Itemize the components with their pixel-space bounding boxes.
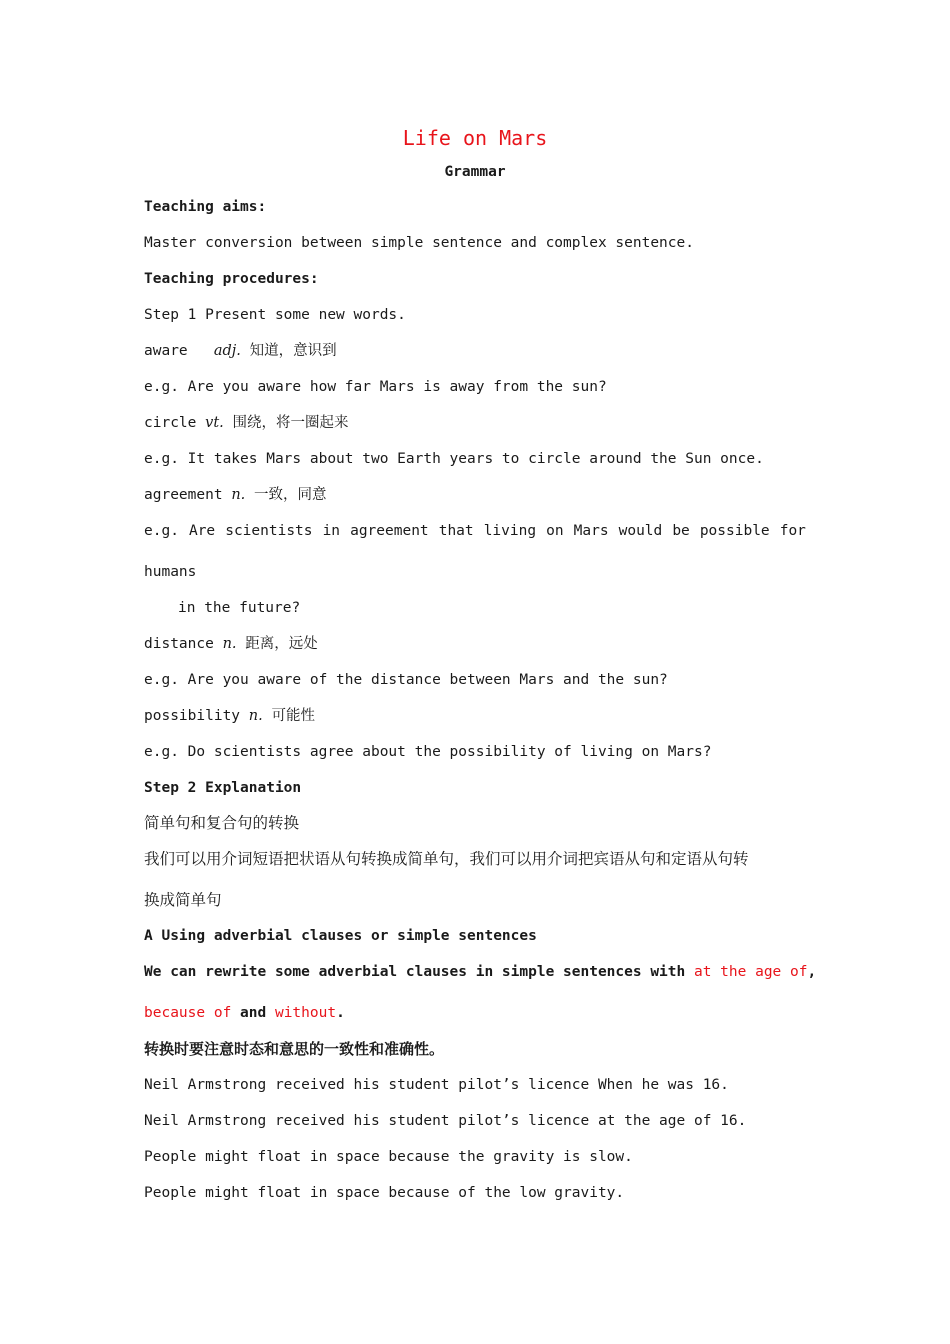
vocab-meaning: 知道，意识到 — [249, 343, 337, 359]
rule-highlight: at the age of — [693, 964, 808, 980]
zh-paragraph-line1: 我们可以用介词短语把状语从句转换成简单句，我们可以用介词把宾语从句和定语从句转 — [144, 850, 749, 868]
example-word: would — [618, 523, 663, 539]
vocab-example-continued: in the future? — [178, 600, 301, 616]
vocab-meaning: 距离，远处 — [245, 636, 318, 652]
section-a-heading: A Using adverbial clauses or simple sentences — [144, 928, 537, 944]
vocab-example: e.g. Are you aware how far Mars is away from the sun? — [144, 379, 607, 395]
vocab-entry — [144, 485, 327, 505]
example-sentence: Neil Armstrong received his student pilot’s licence at the age of 16. — [144, 1113, 747, 1129]
example-word: on — [546, 523, 564, 539]
rule-line1 — [144, 962, 816, 982]
procedures-heading: Teaching procedures: — [144, 271, 319, 287]
rule-highlight: without — [274, 1005, 337, 1021]
vocab-pos: n. — [248, 708, 263, 724]
example-word: Are — [188, 523, 216, 539]
example-sentence: People might float in space because of the low gravity. — [144, 1185, 625, 1201]
rule-punct: , — [807, 964, 817, 980]
example-word: possible — [699, 523, 770, 539]
vocab-pos: n. — [231, 487, 246, 503]
example-word: Mars — [573, 523, 609, 539]
aims-heading: Teaching aims: — [144, 199, 267, 215]
example-sentence: People might float in space because the gravity is slow. — [144, 1149, 633, 1165]
vocab-word: circle — [144, 415, 197, 431]
vocab-example-justified — [144, 521, 806, 541]
vocab-example: e.g. It takes Mars about two Earth years to circle around the Sun once. — [144, 451, 764, 467]
page-subtitle: Grammar — [444, 164, 506, 180]
vocab-example-continued: humans — [144, 564, 197, 580]
vocab-word: distance — [144, 636, 214, 652]
rule-text: and — [231, 1005, 275, 1021]
zh-heading: 简单句和复合句的转换 — [144, 814, 300, 832]
vocab-entry — [144, 706, 315, 726]
example-word: that — [438, 523, 474, 539]
page-title: Life on Mars — [402, 126, 548, 150]
rule-text: We can rewrite some adverbial clauses in simple sentences with — [144, 964, 694, 980]
rule-line2 — [144, 1003, 345, 1023]
vocab-entry — [144, 413, 349, 433]
vocab-word: agreement — [144, 487, 223, 503]
vocab-entry — [144, 341, 337, 361]
rule-highlight: because of — [144, 1005, 232, 1021]
example-word: be — [672, 523, 690, 539]
vocab-word: possibility — [144, 708, 241, 724]
zh-paragraph-line2: 换成简单句 — [144, 891, 222, 909]
vocab-meaning: 一致，同意 — [254, 487, 327, 503]
example-word: agreement — [350, 523, 429, 539]
rule-punct: . — [336, 1005, 345, 1021]
vocab-example: e.g. Do scientists agree about the possibility of living on Mars? — [144, 744, 712, 760]
vocab-pos: adj. — [213, 343, 241, 359]
vocab-pos: vt. — [205, 415, 224, 431]
vocab-entry — [144, 634, 318, 654]
example-sentence: Neil Armstrong received his student pilot’s licence When he was 16. — [144, 1077, 729, 1093]
example-word: in — [322, 523, 341, 539]
step1-heading: Step 1 Present some new words. — [144, 307, 406, 323]
vocab-pos: n. — [222, 636, 237, 652]
vocab-meaning: 围绕，将一圈起来 — [232, 415, 349, 431]
vocab-example: e.g. Are you aware of the distance between Mars and the sun? — [144, 672, 668, 688]
aims-text: Master conversion between simple sentence and complex sentence. — [144, 235, 694, 251]
zh-note: 转换时要注意时态和意思的一致性和准确性。 — [144, 1040, 445, 1058]
example-word: scientists — [225, 523, 313, 539]
vocab-word: aware — [144, 343, 188, 359]
step2-heading: Step 2 Explanation — [144, 780, 302, 796]
example-word: living — [483, 523, 537, 539]
example-word: e.g. — [144, 523, 179, 539]
vocab-meaning: 可能性 — [271, 708, 315, 724]
example-word: for — [779, 523, 806, 539]
